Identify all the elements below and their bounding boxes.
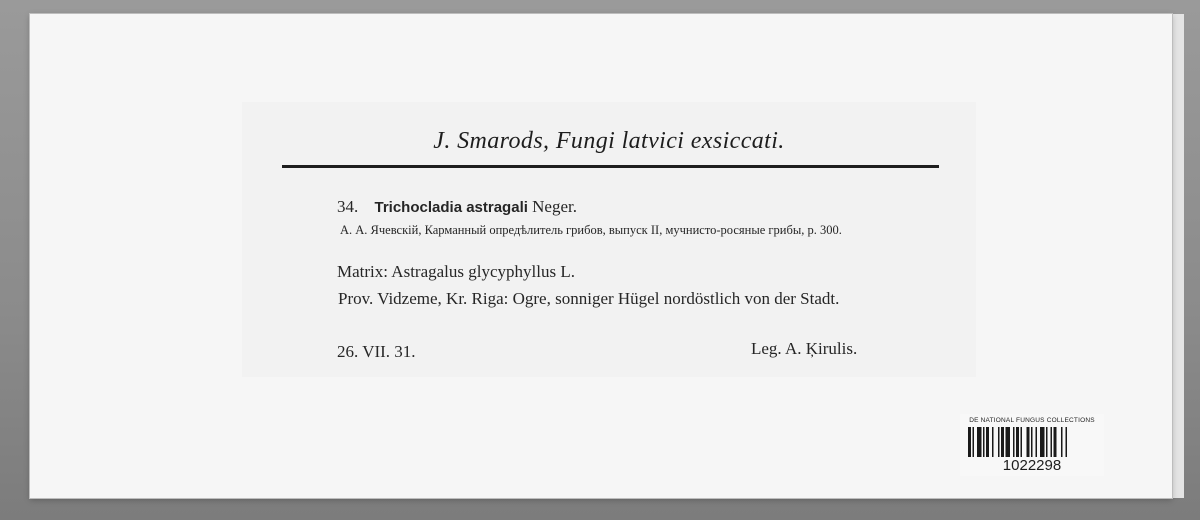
collector: Leg. A. Ķirulis.	[751, 339, 858, 358]
barcode-institution: DE NATIONAL FUNGUS COLLECTIONS	[969, 417, 1095, 424]
collection-date: 26. VII. 31.	[337, 342, 416, 361]
barcode-icon	[968, 427, 1096, 457]
label-header: J. Smarods, Fungi latvici exsiccati.	[433, 128, 785, 154]
species-line	[337, 197, 577, 217]
taxon-name: Trichocladia astragali	[374, 199, 528, 216]
barcode-number: 1022298	[1002, 457, 1062, 474]
specimen-label	[242, 102, 976, 377]
specimen-number: 34.	[337, 197, 359, 216]
host-matrix: Matrix: Astragalus glycyphyllus L.	[337, 262, 575, 281]
taxon-author: Neger.	[532, 197, 577, 216]
sheet-edge	[1172, 14, 1184, 498]
barcode-label	[960, 414, 1104, 476]
locality: Prov. Vidzeme, Kr. Riga: Ogre, sonniger Hügel nordöstlich von der Stadt.	[338, 289, 840, 308]
literature-reference: А. А. Ячевскiй, Карманный опредѣлитель грибов, выпуск II, мучнисто-росяные грибы, р. 300.	[340, 223, 842, 237]
header-rule	[282, 165, 939, 168]
